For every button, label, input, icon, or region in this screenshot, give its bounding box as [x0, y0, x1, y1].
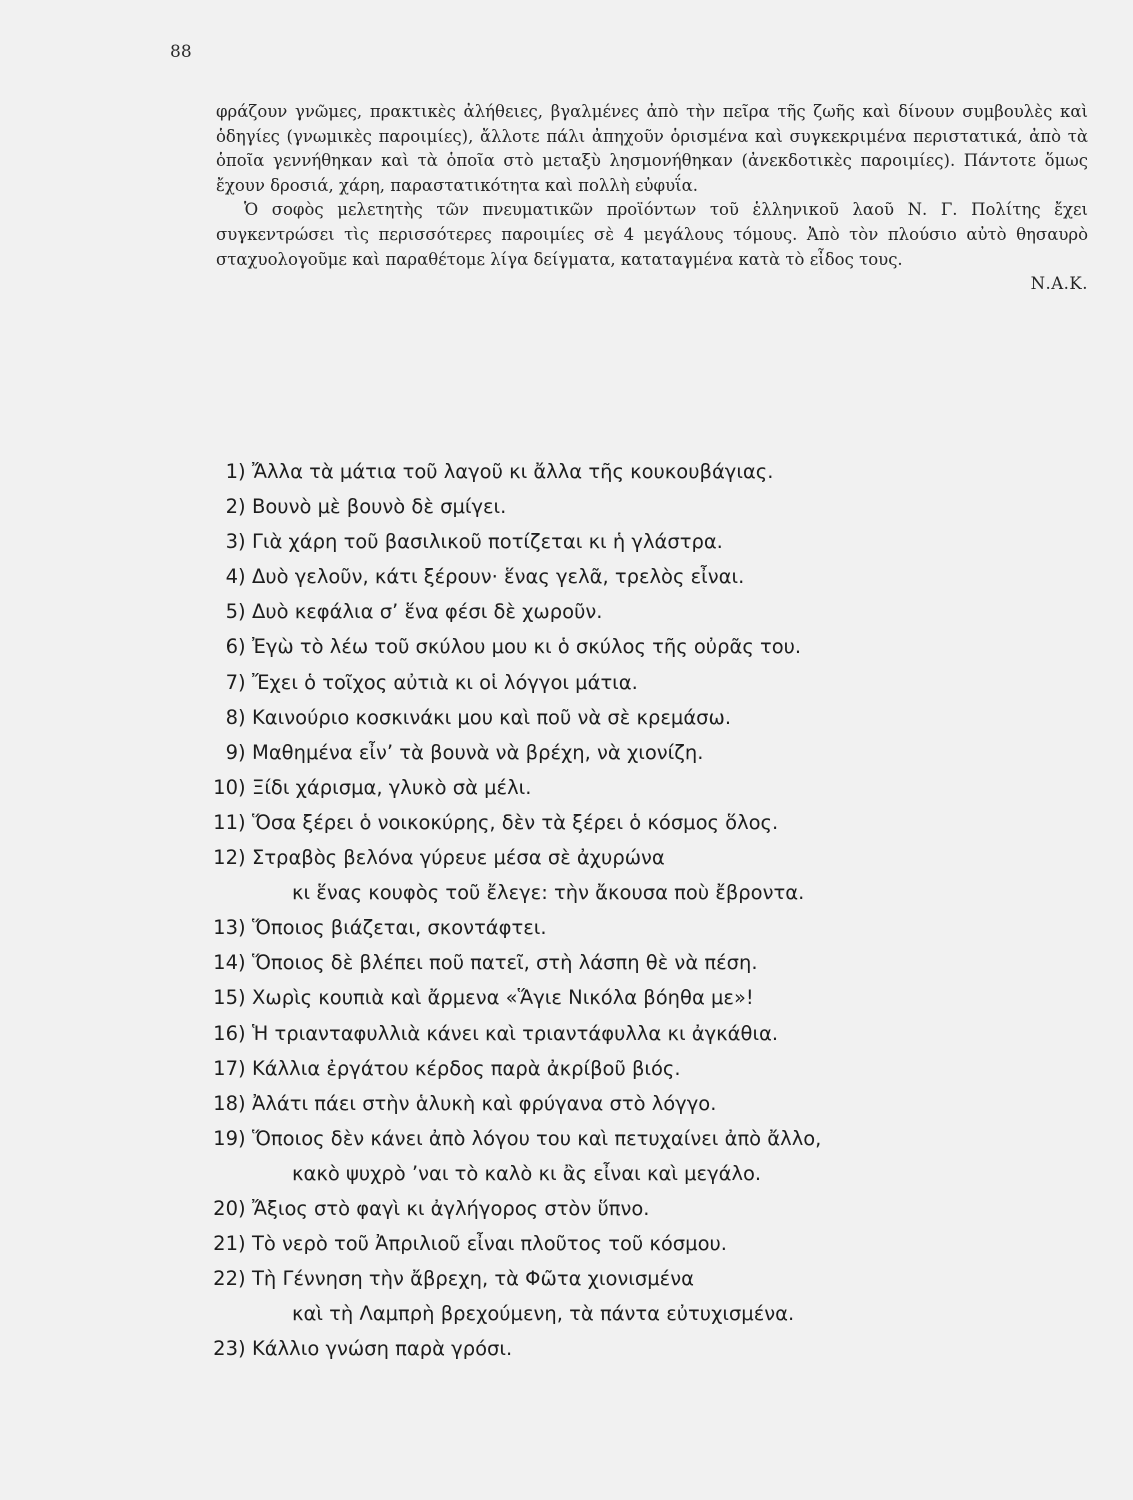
proverb-number: 1: [225, 460, 238, 483]
proverb-line: Μαθημένα εἶν’ τὰ βουνὰ νὰ βρέχη, νὰ χιονίζη.: [252, 740, 704, 764]
proverb-number: 9: [225, 740, 238, 764]
proverb-number: 7: [225, 670, 238, 694]
proverb-line: Ἄλλα τὰ μάτια τοῦ λαγοῦ κι ἄλλα τῆς κουκουβάγιας.: [252, 460, 774, 483]
number-parenthesis: ): [238, 775, 246, 799]
author-initials: Ν.Α.Κ.: [1030, 274, 1088, 294]
proverb-item: [200, 1016, 1100, 1051]
proverb-number: 12: [213, 846, 238, 870]
number-parenthesis: ): [238, 635, 246, 659]
number-parenthesis: ): [238, 600, 246, 624]
proverb-number: 15: [213, 986, 238, 1010]
proverb-line: Γιὰ χάρη τοῦ βασιλικοῦ ποτίζεται κι ἡ γλάστρα.: [252, 530, 723, 554]
proverb-item: [200, 594, 1100, 629]
proverb-number: 16: [213, 1021, 238, 1045]
proverb-line: Κάλλια ἐργάτου κέρδος παρὰ ἀκρίβοῦ βιός.: [252, 1056, 681, 1080]
proverb-text: [252, 1016, 778, 1051]
proverb-list: [200, 454, 1100, 1366]
proverb-continuation-line: καὶ τὴ Λαμπρὴ βρεχούμενη, τὰ πάντα εὐτυχισμένα.: [292, 1302, 795, 1326]
proverb-item: [200, 559, 1100, 594]
proverb-line: Ἡ τριανταφυλλιὰ κάνει καὶ τριαντάφυλλα κι ἀγκάθια.: [252, 1021, 779, 1045]
proverb-text: [252, 910, 547, 945]
proverb-text: [252, 454, 773, 489]
proverb-item: [200, 1331, 1100, 1366]
proverb-text: [252, 1226, 727, 1261]
proverb-text: [252, 805, 778, 840]
proverb-text: [252, 489, 506, 524]
proverb-item: [200, 805, 1100, 840]
proverb-item: [200, 1086, 1100, 1121]
proverb-number: 14: [213, 951, 238, 975]
proverb-text: [252, 1191, 650, 1226]
proverb-line: Ἄξιος στὸ φαγὶ κι ἀγλήγορος στὸν ὕπνο.: [252, 1196, 650, 1220]
proverb-number: 20: [213, 1196, 238, 1220]
proverb-line: Τὴ Γέννηση τὴν ἄβρεχη, τὰ Φῶτα χιονισμένα: [252, 1267, 694, 1291]
proverb-line: Στραβὸς βελόνα γύρευε μέσα σὲ ἀχυρώνα: [252, 846, 665, 870]
proverb-number: 22: [213, 1267, 238, 1291]
proverb-line: Καινούριο κοσκινάκι μου καὶ ποῦ νὰ σὲ κρεμάσω.: [252, 705, 732, 729]
proverb-item: [200, 524, 1100, 559]
proverb-item: [200, 1261, 1100, 1331]
number-parenthesis: ): [238, 916, 246, 940]
proverb-text: [252, 1261, 794, 1331]
proverb-line: Ἀλάτι πάει στὴν ἁλυκὴ καὶ φρύγανα στὸ λόγγο.: [252, 1091, 717, 1115]
proverb-text: [252, 840, 804, 910]
proverb-item: [200, 1226, 1100, 1261]
proverb-continuation-line: κακὸ ψυχρὸ ’ναι τὸ καλὸ κι ἂς εἶναι καὶ μεγάλο.: [292, 1161, 762, 1185]
proverb-line: Βουνὸ μὲ βουνὸ δὲ σμίγει.: [252, 495, 507, 519]
proverb-text: [252, 735, 703, 770]
number-parenthesis: ): [238, 1337, 246, 1361]
proverb-line: Ὅποιος δὲν κάνει ἀπὸ λόγου του καὶ πετυχαίνει ἀπὸ ἄλλο,: [252, 1126, 822, 1150]
number-parenthesis: ): [238, 530, 246, 554]
proverb-line: Ἔχει ὁ τοῖχος αὐτιὰ κι οἱ λόγγοι μάτια.: [252, 670, 638, 694]
number-parenthesis: ): [238, 1232, 246, 1256]
proverb-text: [252, 945, 758, 980]
number-parenthesis: ): [238, 846, 246, 870]
number-parenthesis: ): [238, 740, 246, 764]
number-parenthesis: ): [238, 460, 246, 483]
proverb-line: Δυὸ κεφάλια σ’ ἕνα φέσι δὲ χωροῦν.: [252, 600, 603, 624]
proverb-number: 8: [225, 705, 238, 729]
proverb-text: [252, 770, 531, 805]
intro-paragraph-1: φράζουν γνῶμες, πρακτικὲς ἀλήθειες, βγαλμένες ἀπὸ τὴν πεῖρα τῆς ζωῆς καὶ δίνουν συμβουλὲς καὶ ὁδηγίες (γνωμικὲς παροιμίες), ἄλλοτε πάλι ἀπηχοῦν ὁρισμένα καὶ συγκεκριμένα περιστατικά, ἀπὸ τὰ ὁποῖα γεννήθηκαν καὶ τὰ ὁποῖα στὸ μεταξὺ λησμονήθηκαν (ἀνεκδοτικὲς παροιμίες). Πάντοτε ὅμως ἔχουν δροσιά, χάρη, παραστατικότητα καὶ πολλὴ εὐφυΐα.: [216, 102, 1088, 195]
number-parenthesis: ): [238, 1056, 246, 1080]
number-parenthesis: ): [238, 1126, 246, 1150]
proverb-number: 2: [225, 495, 238, 519]
proverb-line: Ἐγὼ τὸ λέω τοῦ σκύλου μου κι ὁ σκύλος τῆς οὐρᾶς του.: [252, 635, 802, 659]
proverb-number: 11: [213, 810, 238, 834]
proverb-text: [252, 665, 638, 700]
proverb-number: 23: [213, 1337, 238, 1361]
intro-paragraph-2: Ὁ σοφὸς μελετητὴς τῶν πνευματικῶν προϊόντων τοῦ ἑλληνικοῦ λαοῦ Ν. Γ. Πολίτης ἔχει συγκεντρώσει τὶς περισσότερες παροιμίες σὲ 4 μεγάλους τόμους. Ἀπὸ τὸν πλούσιο αὐτὸ θησαυρὸ σταχυολογοῦμε καὶ παραθέτομε λίγα δείγματα, καταταγμένα κατὰ τὸ εἶδος τους.: [216, 200, 1088, 269]
proverb-item: [200, 770, 1100, 805]
proverb-number: 21: [213, 1232, 238, 1256]
proverb-line: Ὅποιος βιάζεται, σκοντάφτει.: [252, 916, 547, 940]
proverb-number: 10: [213, 775, 238, 799]
proverb-item: [200, 489, 1100, 524]
proverb-text: [252, 700, 731, 735]
proverb-item: [200, 945, 1100, 980]
proverb-line: Ὅποιος δὲ βλέπει ποῦ πατεῖ, στὴ λάσπη θὲ νὰ πέση.: [252, 951, 758, 975]
proverb-line: Δυὸ γελοῦν, κάτι ξέρουν· ἕνας γελᾶ, τρελὸς εἶναι.: [252, 565, 745, 589]
number-parenthesis: ): [238, 705, 246, 729]
number-parenthesis: ): [238, 670, 246, 694]
proverb-text: [252, 559, 744, 594]
proverb-line: Ξίδι χάρισμα, γλυκὸ σὰ μέλι.: [252, 775, 532, 799]
number-parenthesis: ): [238, 986, 246, 1010]
proverb-item: [200, 1191, 1100, 1226]
proverb-text: [252, 1086, 716, 1121]
proverb-number: 13: [213, 916, 238, 940]
number-parenthesis: ): [238, 951, 246, 975]
proverb-line: Κάλλιο γνώση παρὰ γρόσι.: [252, 1337, 513, 1361]
proverb-line: Ὅσα ξέρει ὁ νοικοκύρης, δὲν τὰ ξέρει ὁ κόσμος ὅλος.: [252, 810, 779, 834]
proverb-item: [200, 700, 1100, 735]
proverb-item: [200, 910, 1100, 945]
proverb-number: 18: [213, 1091, 238, 1115]
proverb-number: 6: [225, 635, 238, 659]
proverb-number: 19: [213, 1126, 238, 1150]
proverb-text: [252, 629, 801, 664]
number-parenthesis: ): [238, 810, 246, 834]
proverb-item: [200, 665, 1100, 700]
proverb-number: 4: [225, 565, 238, 589]
proverb-item: [200, 840, 1100, 910]
proverb-item: [200, 1121, 1100, 1191]
proverb-text: [252, 1331, 512, 1366]
page-number: 88: [170, 42, 192, 62]
proverb-text: [252, 980, 754, 1015]
proverb-number: 3: [225, 530, 238, 554]
proverb-item: [200, 454, 1100, 489]
proverb-item: [200, 1051, 1100, 1086]
number-parenthesis: ): [238, 1021, 246, 1045]
proverb-item: [200, 735, 1100, 770]
proverb-text: [252, 1121, 821, 1191]
number-parenthesis: ): [238, 565, 246, 589]
intro-text: [216, 100, 1088, 297]
proverb-text: [252, 1051, 681, 1086]
proverb-text: [252, 524, 723, 559]
proverb-item: [200, 629, 1100, 664]
proverb-item: [200, 980, 1100, 1015]
proverb-text: [252, 594, 602, 629]
number-parenthesis: ): [238, 1091, 246, 1115]
proverb-number: 5: [225, 600, 238, 624]
proverb-line: Χωρὶς κουπιὰ καὶ ἄρμενα «Ἅγιε Νικόλα βόηθα με»!: [252, 986, 754, 1010]
proverb-continuation-line: κι ἕνας κουφὸς τοῦ ἔλεγε: τὴν ἄκουσα ποὺ ἔβροντα.: [292, 881, 805, 905]
number-parenthesis: ): [238, 495, 246, 519]
proverb-line: Τὸ νερὸ τοῦ Ἀπριλιοῦ εἶναι πλοῦτος τοῦ κόσμου.: [252, 1232, 727, 1256]
proverb-number: 17: [213, 1056, 238, 1080]
number-parenthesis: ): [238, 1267, 246, 1291]
number-parenthesis: ): [238, 1196, 246, 1220]
